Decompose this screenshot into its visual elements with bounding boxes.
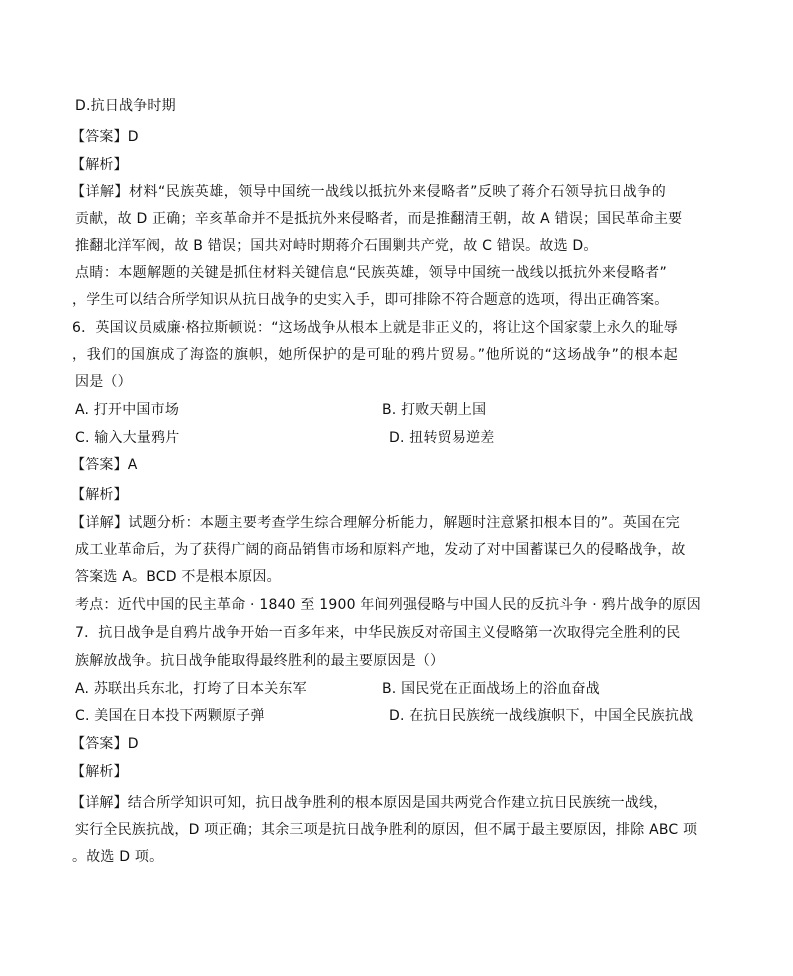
option-b-q7: B. 国民党在正面战场上的浴血奋战	[382, 681, 600, 697]
question-7-line-1: 7．抗日战争是自鸦片战争开始一百多年来，中华民族反对帝国主义侵略第一次取得完全胜利的民	[75, 625, 681, 641]
note-q5-line-2: ，学生可以结合所学知识从抗日战争的史实入手，即可排除不符合题意的选项，得出正确答案。	[72, 292, 669, 308]
option-c-q7: C. 美国在日本投下两颗原子弹	[75, 708, 265, 724]
question-7-line-2: 族解放战争。抗日战争能取得最终胜利的最主要原因是（）	[75, 653, 445, 669]
topic-q6: 考点：近代中国的民主革命 · 1840 至 1900 年间列强侵略与中国人民的反抗斗争 · 鸦片战争的原因	[75, 597, 701, 613]
explanation-q7-line-2: 实行全民族抗战，D 项正确；其余三项是抗日战争胜利的原因，但不属于最主要原因，排除 ABC 项	[75, 822, 698, 838]
explanation-q7-line-3: 。故选 D 项。	[72, 849, 164, 865]
answer-q6: 【答案】A	[71, 457, 138, 473]
explanation-q6-line-1: 【详解】试题分析：本题主要考查学生综合理解分析能力，解题时注意紧扣根本目的”。英国在完	[71, 515, 680, 531]
explanation-q6-line-3: 答案选 A。BCD 不是根本原因。	[75, 569, 281, 585]
note-q5-line-1: 点睛：本题解题的关键是抓住材料关键信息“民族英雄，领导中国统一战线以抵抗外来侵略者”	[75, 265, 667, 281]
answer-q7: 【答案】D	[71, 736, 139, 752]
analysis-heading-q7: 【解析】	[71, 764, 128, 780]
question-6-line-2: ，我们的国旗成了海盗的旗帜，她所保护的是可耻的鸦片贸易。”他所说的“这场战争”的根本起	[72, 347, 678, 363]
answer-q5: 【答案】D	[71, 129, 139, 145]
option-a-q7: A. 苏联出兵东北，打垮了日本关东军	[75, 681, 307, 697]
question-6-line-3: 因是（）	[75, 374, 132, 390]
option-a-q6: A. 打开中国市场	[75, 402, 180, 418]
option-d-q6: D. 扭转贸易逆差	[389, 430, 495, 446]
option-c-q6: C. 输入大量鸦片	[75, 430, 180, 446]
option-d-q5: D.抗日战争时期	[75, 98, 176, 114]
analysis-heading-q5: 【解析】	[71, 157, 128, 173]
explanation-q7-line-1: 【详解】结合所学知识可知，抗日战争胜利的根本原因是国共两党合作建立抗日民族统一战线，	[71, 795, 668, 811]
explanation-q5-line-2: 贡献，故 D 正确；辛亥革命并不是抵抗外来侵略者，而是推翻清王朝，故 A 错误；国民革命主要	[75, 211, 683, 227]
analysis-heading-q6: 【解析】	[71, 487, 128, 503]
option-b-q6: B. 打败天朝上国	[382, 402, 487, 418]
explanation-q5-line-1: 【详解】材料“民族英雄，领导中国统一战线以抵抗外来侵略者”反映了蒋介石领导抗日战争的	[71, 184, 666, 200]
explanation-q5-line-3: 推翻北洋军阀，故 B 错误；国共对峙时期蒋介石围剿共产党，故 C 错误。故选 D。	[75, 238, 598, 254]
question-6-line-1: 6．英国议员威廉·格拉斯顿说：“这场战争从根本上就是非正义的，将让这个国家蒙上永久的耻辱	[72, 320, 678, 336]
option-d-q7: D. 在抗日民族统一战线旗帜下，中国全民族抗战	[389, 708, 694, 724]
explanation-q6-line-2: 成工业革命后，为了获得广阔的商品销售市场和原料产地，发动了对中国蓄谋已久的侵略战争，故	[75, 542, 686, 558]
